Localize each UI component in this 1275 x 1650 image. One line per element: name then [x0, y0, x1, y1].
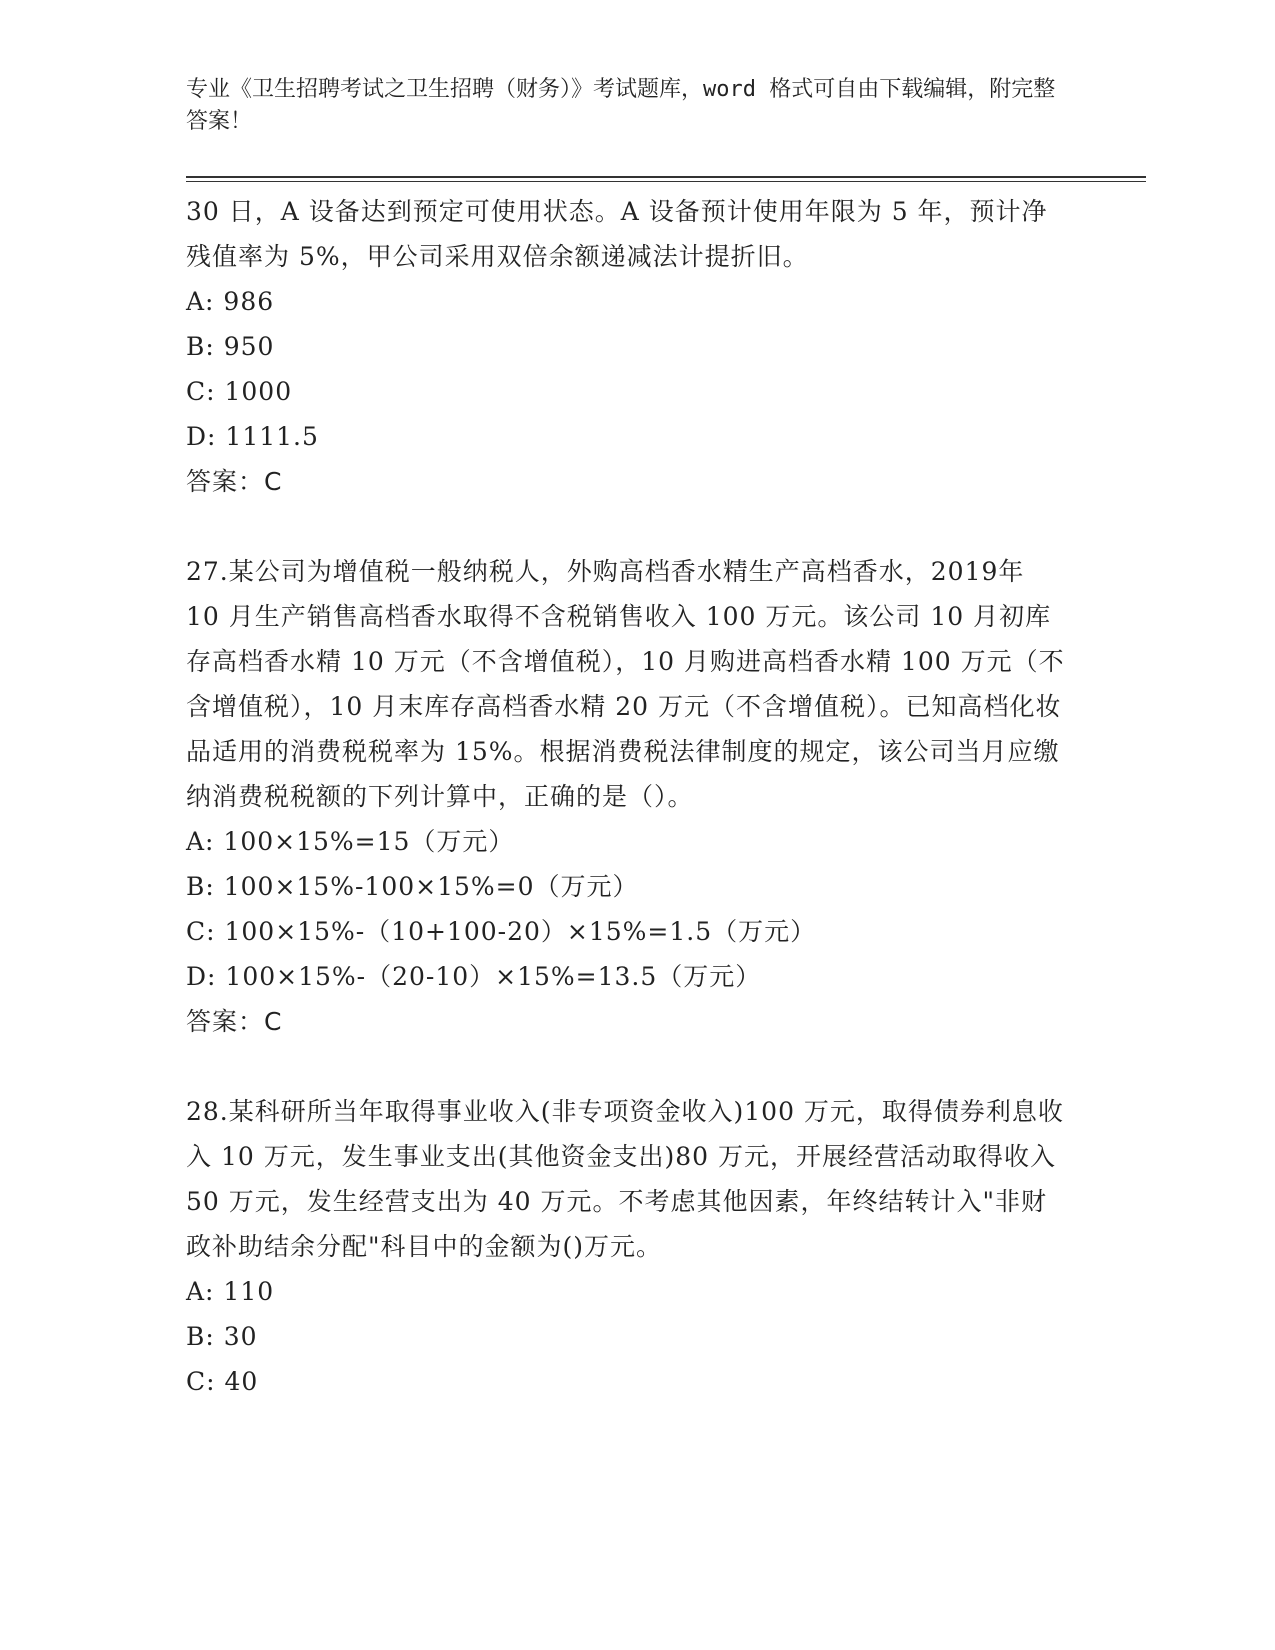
question-block [186, 189, 1066, 504]
option-c: C: 40 [186, 1367, 259, 1396]
question-text: 28.某科研所当年取得事业收入(非专项资金收入)100 万元，取得债券利息收入 10 万元，发生事业支出(其他资金支出)80 万元，开展经营活动取得收入 50 万元，发生经营支出为 40 万元。不考虑其他因素，年终结转计入"非财政补助结余分配"科目中的金额为()万元。 [186, 1097, 1064, 1261]
option-c: C: 100×15%-（10+100-20）×15%=1.5（万元） [186, 917, 817, 946]
header-divider [186, 176, 1146, 182]
option-a: A: 110 [186, 1277, 275, 1306]
question-spacer [186, 504, 1066, 549]
page-header: 专业《卫生招聘考试之卫生招聘（财务）》考试题库，word 格式可自由下载编辑，附完整答案！ [186, 77, 1056, 134]
question-block [186, 549, 1066, 1044]
question-text: 30 日，A 设备达到预定可使用状态。A 设备预计使用年限为 5 年，预计净残值率为 5%，甲公司采用双倍余额递减法计提折旧。 [186, 197, 1048, 271]
option-c: C: 1000 [186, 377, 293, 406]
option-a: A: 100×15%=15（万元） [186, 827, 515, 856]
question-text: 27.某公司为增值税一般纳税人，外购高档香水精生产高档香水，2019年 10 月生产销售高档香水取得不含税销售收入 100 万元。该公司 10 月初库存高档香水精 10 万元（不含增值税），10 月购进高档香水精 100 万元（不含增值税），10 月末库存高档香水精 20 万元（不含增值税）。已知高档化妆品适用的消费税税率为 15%。根据消费税法律制度的规定，该公司当月应缴纳消费税税额的下列计算中，正确的是（）。 [186, 557, 1065, 811]
option-b: B: 30 [186, 1322, 258, 1351]
question-block [186, 1089, 1066, 1404]
option-a: A: 986 [186, 287, 275, 316]
answer-line: 答案：C [186, 467, 283, 496]
option-d: D: 100×15%-（20-10）×15%=13.5（万元） [186, 962, 762, 991]
answer-line: 答案：C [186, 1007, 283, 1036]
option-d: D: 1111.5 [186, 422, 319, 451]
question-list [186, 189, 1066, 1404]
option-b: B: 950 [186, 332, 275, 361]
option-b: B: 100×15%-100×15%=0（万元） [186, 872, 639, 901]
question-spacer [186, 1044, 1066, 1089]
